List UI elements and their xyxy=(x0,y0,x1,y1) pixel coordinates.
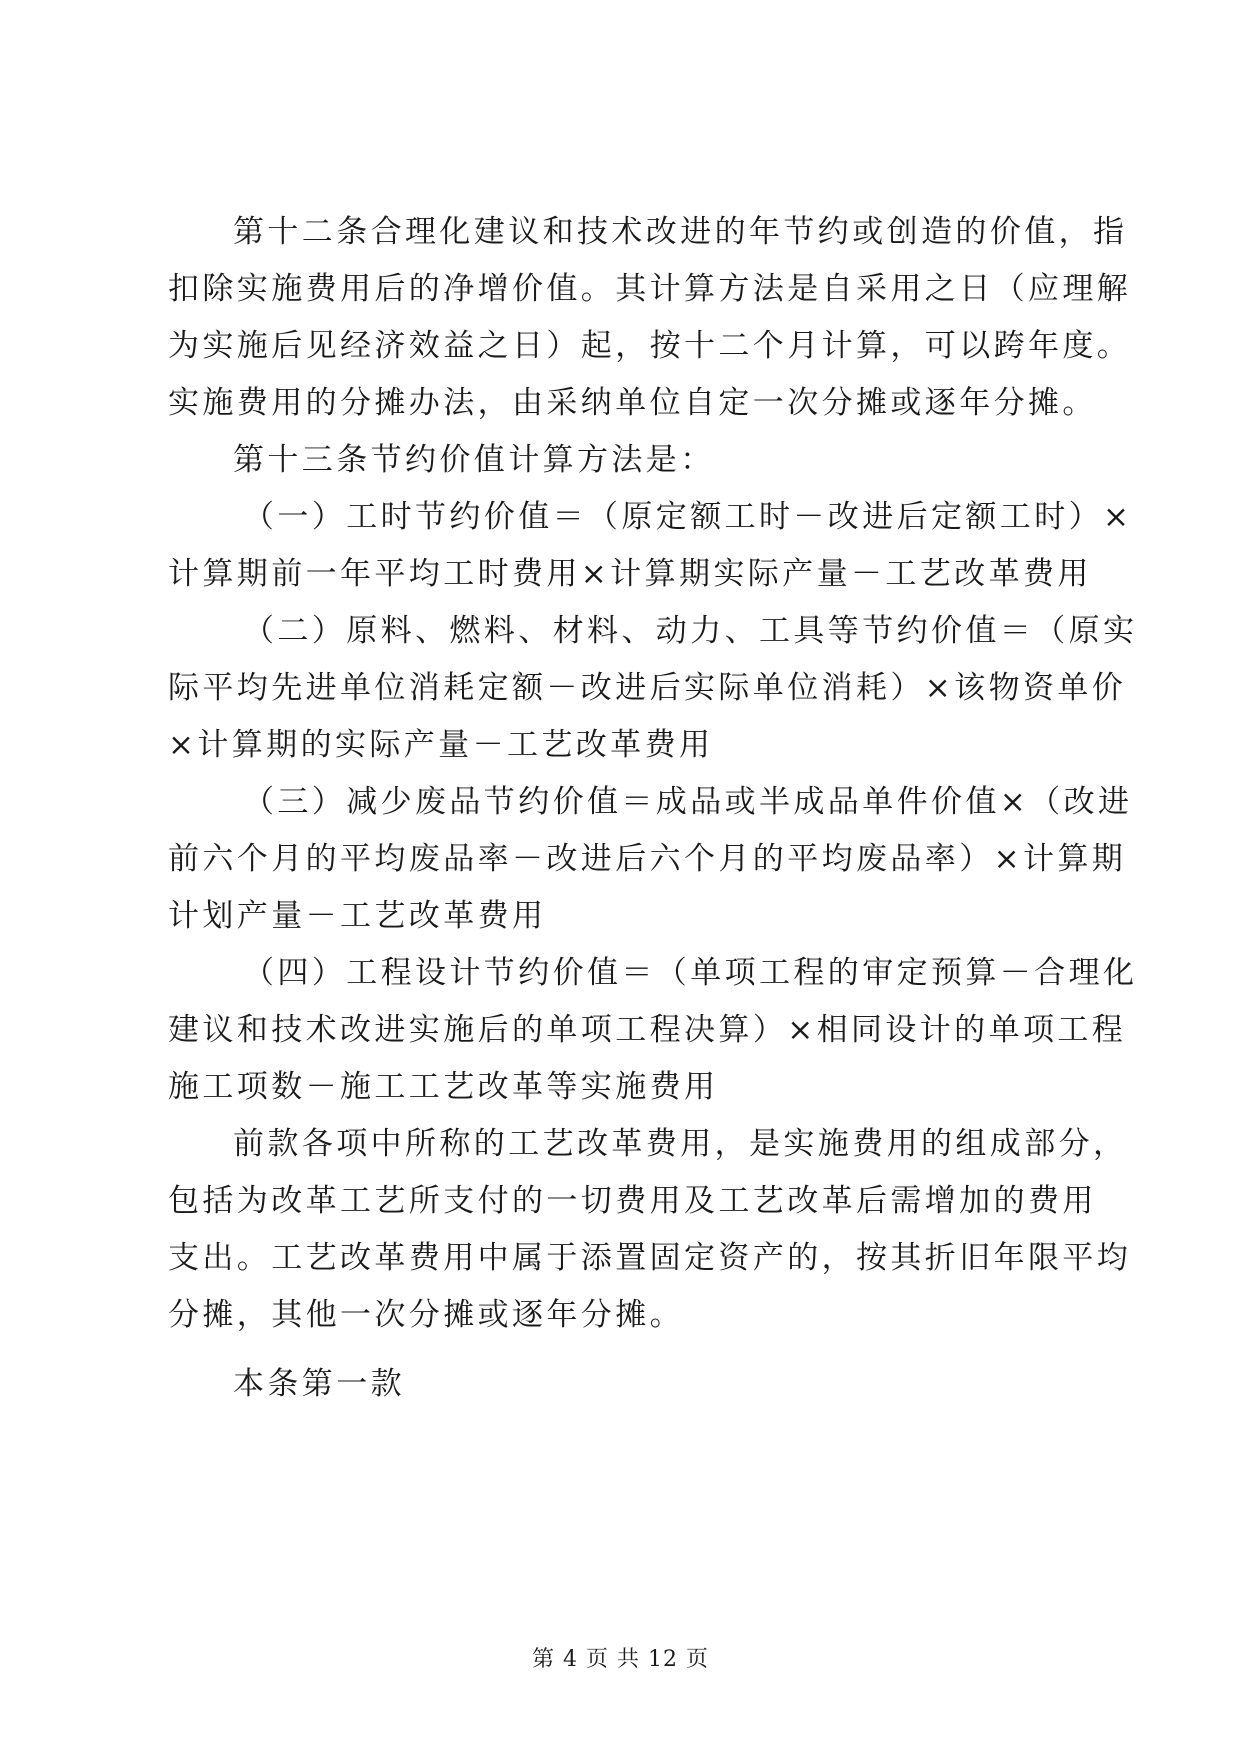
paragraph-line: 计算期前一年平均工时费用×计算期实际产量－工艺改革费用 xyxy=(168,556,1092,592)
paragraph-line: （一）工时节约价值＝（原定额工时－改进后定额工时）× xyxy=(243,499,1133,535)
page-number-footer: 第 4 页 共 12 页 xyxy=(532,1647,709,1672)
paragraph-line: 实施费用的分摊办法，由采纳单位自定一次分摊或逐年分摊。 xyxy=(168,385,1097,421)
paragraph-line: （二）原料、燃料、材料、动力、工具等节约价值＝（原实 xyxy=(243,613,1138,649)
paragraph-line: （三）减少废品节约价值＝成品或半成品单件价值×（改进 xyxy=(243,784,1133,820)
paragraph-line: ×计算期的实际产量－工艺改革费用 xyxy=(168,727,714,763)
paragraph-line: 分摊，其他一次分摊或逐年分摊。 xyxy=(168,1297,684,1333)
paragraph-line: 本条第一款 xyxy=(233,1366,405,1402)
paragraph-line: 际平均先进单位消耗定额－改进后实际单位消耗）×该物资单价 xyxy=(168,670,1127,706)
paragraph-line: 为实施后见经济效益之日）起，按十二个月计算，可以跨年度。 xyxy=(168,328,1132,364)
paragraph-line: 前款各项中所称的工艺改革费用，是实施费用的组成部分， xyxy=(233,1126,1128,1162)
paragraph-line: 第十三条节约价值计算方法是： xyxy=(233,442,715,478)
paragraph-line: 建议和技术改进实施后的单项工程决算）×相同设计的单项工程 xyxy=(168,1012,1127,1048)
paragraph-line: 支出。工艺改革费用中属于添置固定资产的，按其折旧年限平均 xyxy=(168,1240,1132,1276)
paragraph-line: （四）工程设计节约价值＝（单项工程的审定预算－合理化 xyxy=(243,955,1138,991)
paragraph-line: 包括为改革工艺所支付的一切费用及工艺改革后需增加的费用 xyxy=(168,1183,1097,1219)
paragraph-line: 前六个月的平均废品率－改进后六个月的平均废品率）×计算期 xyxy=(168,841,1127,877)
paragraph-line: 扣除实施费用后的净增价值。其计算方法是自采用之日（应理解 xyxy=(168,271,1132,307)
paragraph-line: 第十二条合理化建议和技术改进的年节约或创造的价值，指 xyxy=(233,214,1128,250)
paragraph-line: 计划产量－工艺改革费用 xyxy=(168,898,547,934)
paragraph-line: 施工项数－施工工艺改革等实施费用 xyxy=(168,1069,719,1105)
